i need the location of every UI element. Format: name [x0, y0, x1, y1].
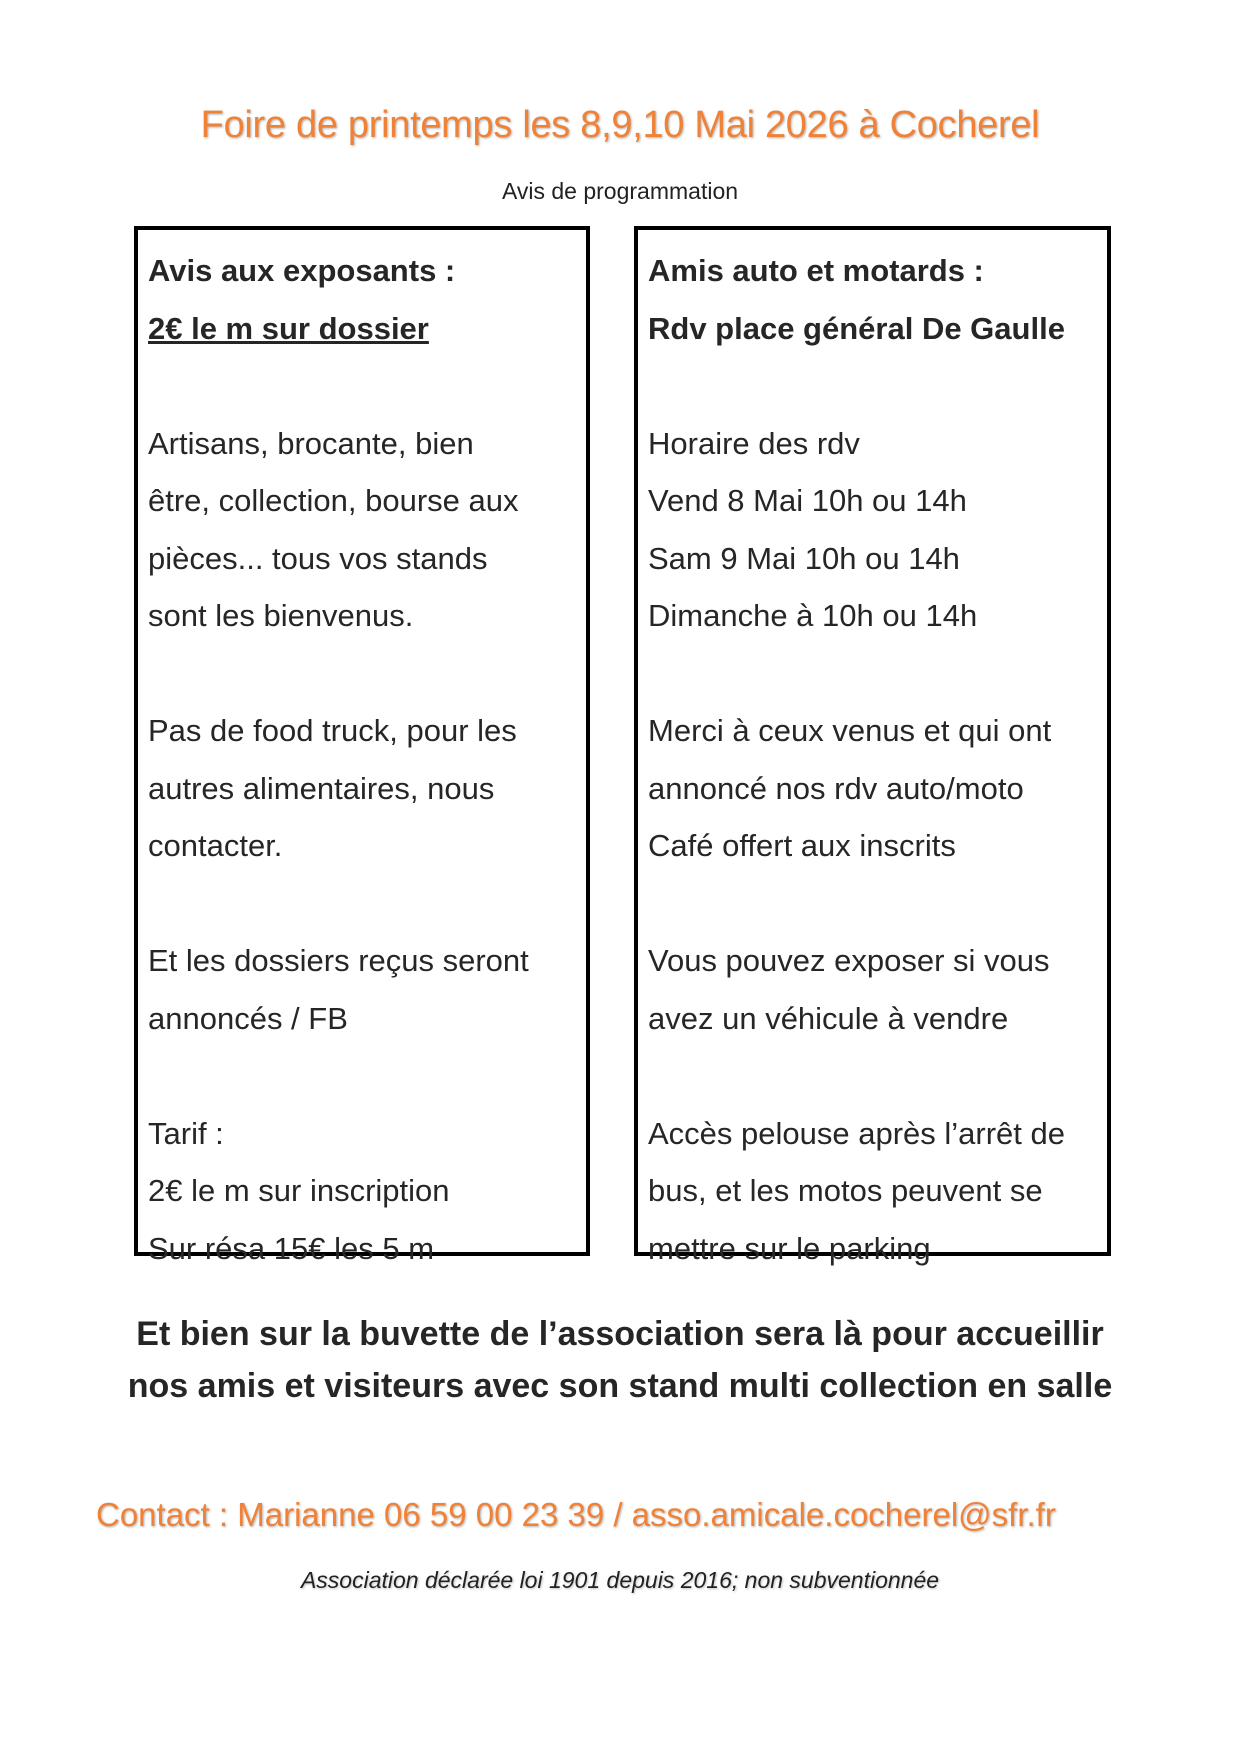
- motards-text-line: bus, et les motos peuvent se: [648, 1173, 1043, 1208]
- exposants-text-line: pièces... tous vos stands: [148, 540, 488, 576]
- exposants-text-line: sont les bienvenus.: [148, 598, 414, 633]
- exposants-text-line: Et les dossiers reçus seront: [148, 943, 529, 978]
- motards-text-line: annoncé nos rdv auto/moto: [648, 770, 1024, 806]
- buvette-line: nos amis et visiteurs avec son stand multi collection en salle: [127, 1367, 1113, 1405]
- motards-text-line: Café offert aux inscrits: [648, 828, 956, 863]
- motards-text-line: mettre sur le parking: [648, 1230, 931, 1266]
- horaire-line: Vend 8 Mai 10h ou 14h: [648, 483, 967, 518]
- horaire-line: Dimanche à 10h ou 14h: [648, 598, 978, 633]
- motards-text-line: avez un véhicule à vendre: [648, 1000, 1009, 1036]
- page-title: Foire de printemps les 8,9,10 Mai 2026 à Cocherel: [200, 104, 1040, 146]
- buvette-line: Et bien sur la buvette de l’association sera là pour accueillir: [136, 1315, 1104, 1353]
- motards-heading: Amis auto et motards :: [648, 253, 984, 288]
- exposants-text-line: autres alimentaires, nous: [148, 770, 495, 806]
- exposants-heading: Avis aux exposants :: [148, 253, 456, 288]
- exposants-text-line: annoncés / FB: [148, 1000, 348, 1036]
- contact-line: Contact : Marianne 06 59 00 23 39 / asso.amicale.cocherel@sfr.fr: [96, 1496, 1056, 1533]
- buvette-announcement: [0, 1308, 1240, 1412]
- motards-subheading: Rdv place général De Gaulle: [648, 310, 1065, 346]
- exposants-text-line: Pas de food truck, pour les: [148, 713, 517, 748]
- exposants-text-line: Artisans, brocante, bien: [148, 425, 474, 461]
- motards-text-line: Vous pouvez exposer si vous: [648, 943, 1050, 978]
- motards-text-line: Merci à ceux venus et qui ont: [648, 713, 1052, 748]
- tarif-label: Tarif :: [148, 1115, 224, 1151]
- page-subtitle: Avis de programmation: [501, 178, 739, 204]
- exposants-text-line: être, collection, bourse aux: [148, 483, 519, 518]
- exposants-box: [134, 226, 590, 1266]
- motards-box: [634, 226, 1111, 1266]
- motards-text-line: Accès pelouse après l’arrêt de: [648, 1115, 1066, 1151]
- exposants-text-line: contacter.: [148, 828, 283, 863]
- tarif-line: Sur résa 15€ les 5 m: [148, 1230, 435, 1266]
- exposants-subheading: 2€ le m sur dossier: [148, 310, 429, 346]
- association-footer: Association déclarée loi 1901 depuis 2016; non subventionnée: [300, 1567, 940, 1593]
- horaire-line: Sam 9 Mai 10h ou 14h: [648, 540, 960, 576]
- tarif-line: 2€ le m sur inscription: [148, 1173, 450, 1208]
- horaire-label: Horaire des rdv: [648, 425, 860, 461]
